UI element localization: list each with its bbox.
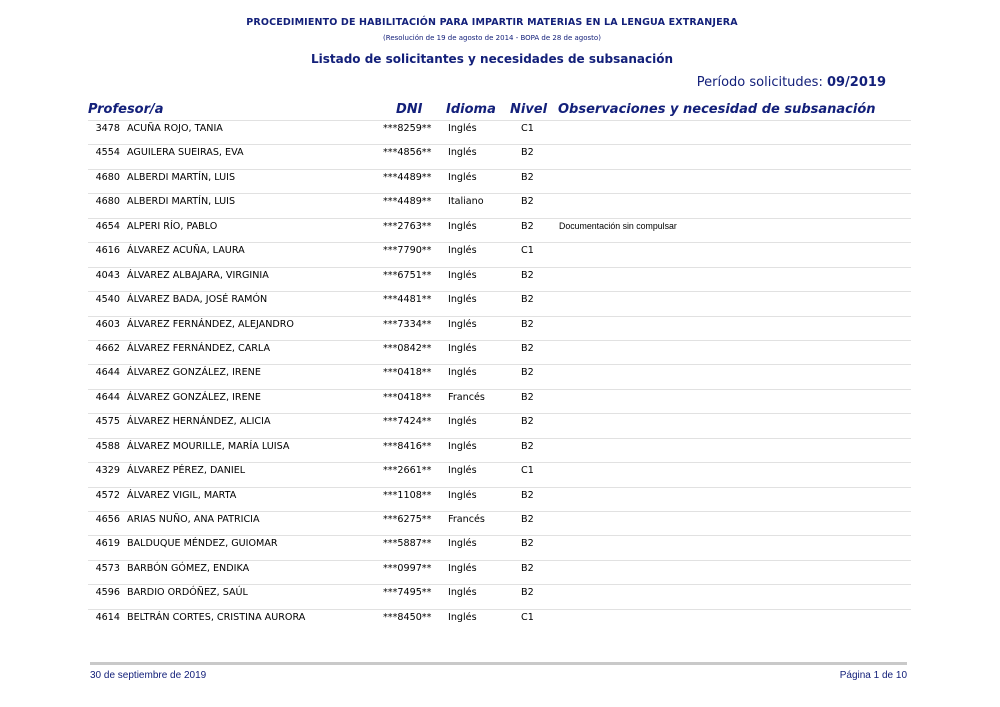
row-nivel: C1: [521, 123, 534, 134]
column-header-dni: DNI: [396, 102, 423, 117]
table-row: [0, 535, 1000, 559]
table-row: [0, 511, 1000, 535]
applicants-table: [0, 120, 1000, 633]
row-name: ÁLVAREZ FERNÁNDEZ, CARLA: [127, 342, 271, 354]
row-id: 4588: [95, 440, 120, 452]
row-nivel: B2: [521, 587, 534, 599]
table-row: [0, 438, 1000, 462]
row-nivel: B2: [521, 538, 534, 550]
row-name: ALBERDI MARTÍN, LUIS: [127, 196, 236, 208]
row-dni: ***6751**: [383, 269, 432, 281]
row-idioma: Inglés: [448, 269, 477, 281]
row-nivel: B2: [521, 269, 534, 281]
column-header-observaciones: Observaciones y necesidad de subsanación: [558, 102, 876, 117]
row-id: 4573: [95, 562, 120, 574]
document-subtitle: (Resolución de 19 de agosto de 2014 - BOPA de 28 de agosto): [383, 34, 601, 42]
row-nivel: B2: [521, 367, 534, 379]
table-row: [0, 169, 1000, 193]
row-nivel: B2: [521, 220, 534, 232]
row-nivel: B2: [521, 440, 534, 452]
row-dni: ***4489**: [383, 171, 432, 183]
row-idioma: Inglés: [448, 294, 477, 306]
row-name: ÁLVAREZ HERNÁNDEZ, ALICIA: [127, 416, 271, 428]
row-id: 4329: [95, 465, 120, 477]
row-nivel: B2: [521, 342, 534, 354]
row-id: 4644: [95, 367, 120, 379]
row-id: 3478: [95, 123, 120, 134]
row-idioma: Inglés: [448, 123, 477, 134]
row-name: ALBERDI MARTÍN, LUIS: [127, 171, 236, 183]
row-name: BARDIO ORDÓÑEZ, SAÚL: [127, 587, 248, 599]
row-dni: ***0997**: [383, 562, 432, 574]
row-idioma: Inglés: [448, 416, 477, 428]
row-name: ALPERI RÍO, PABLO: [127, 220, 218, 232]
row-dni: ***7424**: [383, 416, 432, 428]
row-idioma: Inglés: [448, 220, 477, 232]
row-nivel: B2: [521, 318, 534, 330]
table-row: [0, 242, 1000, 266]
row-idioma: Inglés: [448, 489, 477, 501]
table-row: [0, 218, 1000, 242]
row-idioma: Inglés: [448, 587, 477, 599]
table-row: [0, 413, 1000, 437]
table-row: [0, 267, 1000, 291]
row-nivel: B2: [521, 294, 534, 306]
column-header-nivel: Nivel: [510, 102, 548, 117]
footer-date: 30 de septiembre de 2019: [90, 670, 207, 681]
list-title: Listado de solicitantes y necesidades de subsanación: [310, 52, 674, 66]
row-nivel: C1: [521, 465, 534, 477]
row-id: 4572: [95, 489, 120, 501]
row-name: ÁLVAREZ MOURILLE, MARÍA LUISA: [127, 440, 290, 452]
table-row: [0, 340, 1000, 364]
row-dni: ***4481**: [383, 294, 432, 306]
row-id: 4596: [95, 587, 120, 599]
row-id: 4619: [95, 538, 120, 550]
row-idioma: Francés: [448, 514, 485, 525]
row-id: 4540: [95, 294, 120, 306]
row-name: ARIAS NUÑO, ANA PATRICIA: [127, 514, 260, 525]
row-dni: ***1108**: [383, 489, 432, 501]
row-dni: ***8416**: [383, 440, 432, 452]
row-nivel: B2: [521, 171, 534, 183]
row-id: 4554: [95, 147, 120, 159]
table-row: [0, 462, 1000, 486]
row-idioma: Inglés: [448, 318, 477, 330]
row-nivel: B2: [521, 489, 534, 501]
row-id: 4616: [95, 245, 120, 257]
row-dni: ***6275**: [383, 514, 432, 525]
table-row: [0, 609, 1000, 633]
row-idioma: Italiano: [448, 196, 484, 208]
row-id: 4680: [95, 171, 120, 183]
row-id: 4644: [95, 391, 120, 403]
footer-page-number: Página 1 de 10: [839, 670, 907, 681]
row-idioma: Inglés: [448, 245, 477, 257]
column-header-idioma: Idioma: [446, 102, 496, 117]
row-nivel: C1: [521, 611, 534, 623]
table-row: [0, 487, 1000, 511]
row-dni: ***8259**: [383, 123, 432, 134]
table-row: [0, 389, 1000, 413]
row-nivel: B2: [521, 196, 534, 208]
row-name: BELTRÁN CORTES, CRISTINA AURORA: [127, 611, 306, 623]
row-name: ÁLVAREZ BADA, JOSÉ RAMÓN: [127, 294, 268, 306]
row-idioma: Inglés: [448, 562, 477, 574]
row-nivel: B2: [521, 514, 534, 525]
row-name: ACUÑA ROJO, TANIA: [127, 123, 223, 134]
row-idioma: Inglés: [448, 367, 477, 379]
row-id: 4662: [95, 342, 120, 354]
row-dni: ***7495**: [383, 587, 432, 599]
row-name: ÁLVAREZ ACUÑA, LAURA: [127, 245, 245, 257]
period-value: 09/2019: [826, 75, 886, 90]
row-name: BALDUQUE MÉNDEZ, GUIOMAR: [127, 538, 278, 550]
table-row: [0, 316, 1000, 340]
row-idioma: Inglés: [448, 611, 477, 623]
row-dni: ***0418**: [383, 367, 432, 379]
row-id: 4603: [95, 318, 120, 330]
row-dni: ***0418**: [383, 391, 432, 403]
table-row: [0, 144, 1000, 168]
row-nivel: B2: [521, 416, 534, 428]
column-header-profesor: Profesor/a: [88, 102, 164, 117]
row-dni: ***2661**: [383, 465, 432, 477]
row-id: 4614: [95, 611, 120, 623]
table-row: [0, 291, 1000, 315]
row-id: 4680: [95, 196, 120, 208]
row-name: ÁLVAREZ FERNÁNDEZ, ALEJANDRO: [127, 318, 294, 330]
row-name: BARBÓN GÓMEZ, ENDIKA: [127, 562, 250, 574]
table-row: [0, 193, 1000, 217]
table-row: [0, 120, 1000, 144]
row-name: ÁLVAREZ ALBAJARA, VIRGINIA: [127, 269, 269, 281]
footer-divider: [90, 662, 907, 665]
table-row: [0, 584, 1000, 608]
row-idioma: Inglés: [448, 147, 477, 159]
row-id: 4656: [95, 514, 120, 525]
row-nivel: B2: [521, 562, 534, 574]
row-idioma: Inglés: [448, 440, 477, 452]
row-dni: ***2763**: [383, 220, 432, 232]
row-nivel: B2: [521, 147, 534, 159]
row-idioma: Inglés: [448, 465, 477, 477]
row-idioma: Inglés: [448, 171, 477, 183]
row-name: ÁLVAREZ GONZÁLEZ, IRENE: [127, 367, 261, 379]
row-idioma: Inglés: [448, 538, 477, 550]
row-idioma: Francés: [448, 391, 485, 403]
row-observaciones: Documentación sin compulsar: [559, 220, 677, 231]
table-row: [0, 560, 1000, 584]
row-name: ÁLVAREZ VIGIL, MARTA: [127, 489, 237, 501]
row-dni: ***7790**: [383, 245, 432, 257]
row-name: ÁLVAREZ GONZÁLEZ, IRENE: [127, 391, 261, 403]
row-dni: ***5887**: [383, 538, 432, 550]
period-label: Período solicitudes:: [696, 75, 823, 90]
row-id: 4654: [95, 220, 120, 232]
period-info: [697, 75, 886, 90]
row-dni: ***8450**: [383, 611, 432, 623]
row-name: AGUILERA SUEIRAS, EVA: [127, 147, 244, 159]
table-row: [0, 364, 1000, 388]
row-dni: ***7334**: [383, 318, 432, 330]
row-name: ÁLVAREZ PÉREZ, DANIEL: [127, 465, 246, 477]
row-dni: ***4856**: [383, 147, 432, 159]
row-dni: ***4489**: [383, 196, 432, 208]
row-dni: ***0842**: [383, 342, 432, 354]
row-id: 4043: [95, 269, 120, 281]
document-title: PROCEDIMIENTO DE HABILITACIÓN PARA IMPARTIR MATERIAS EN LA LENGUA EXTRANJERA: [246, 17, 738, 28]
row-nivel: B2: [521, 391, 534, 403]
row-nivel: C1: [521, 245, 534, 257]
row-idioma: Inglés: [448, 342, 477, 354]
row-id: 4575: [95, 416, 120, 428]
